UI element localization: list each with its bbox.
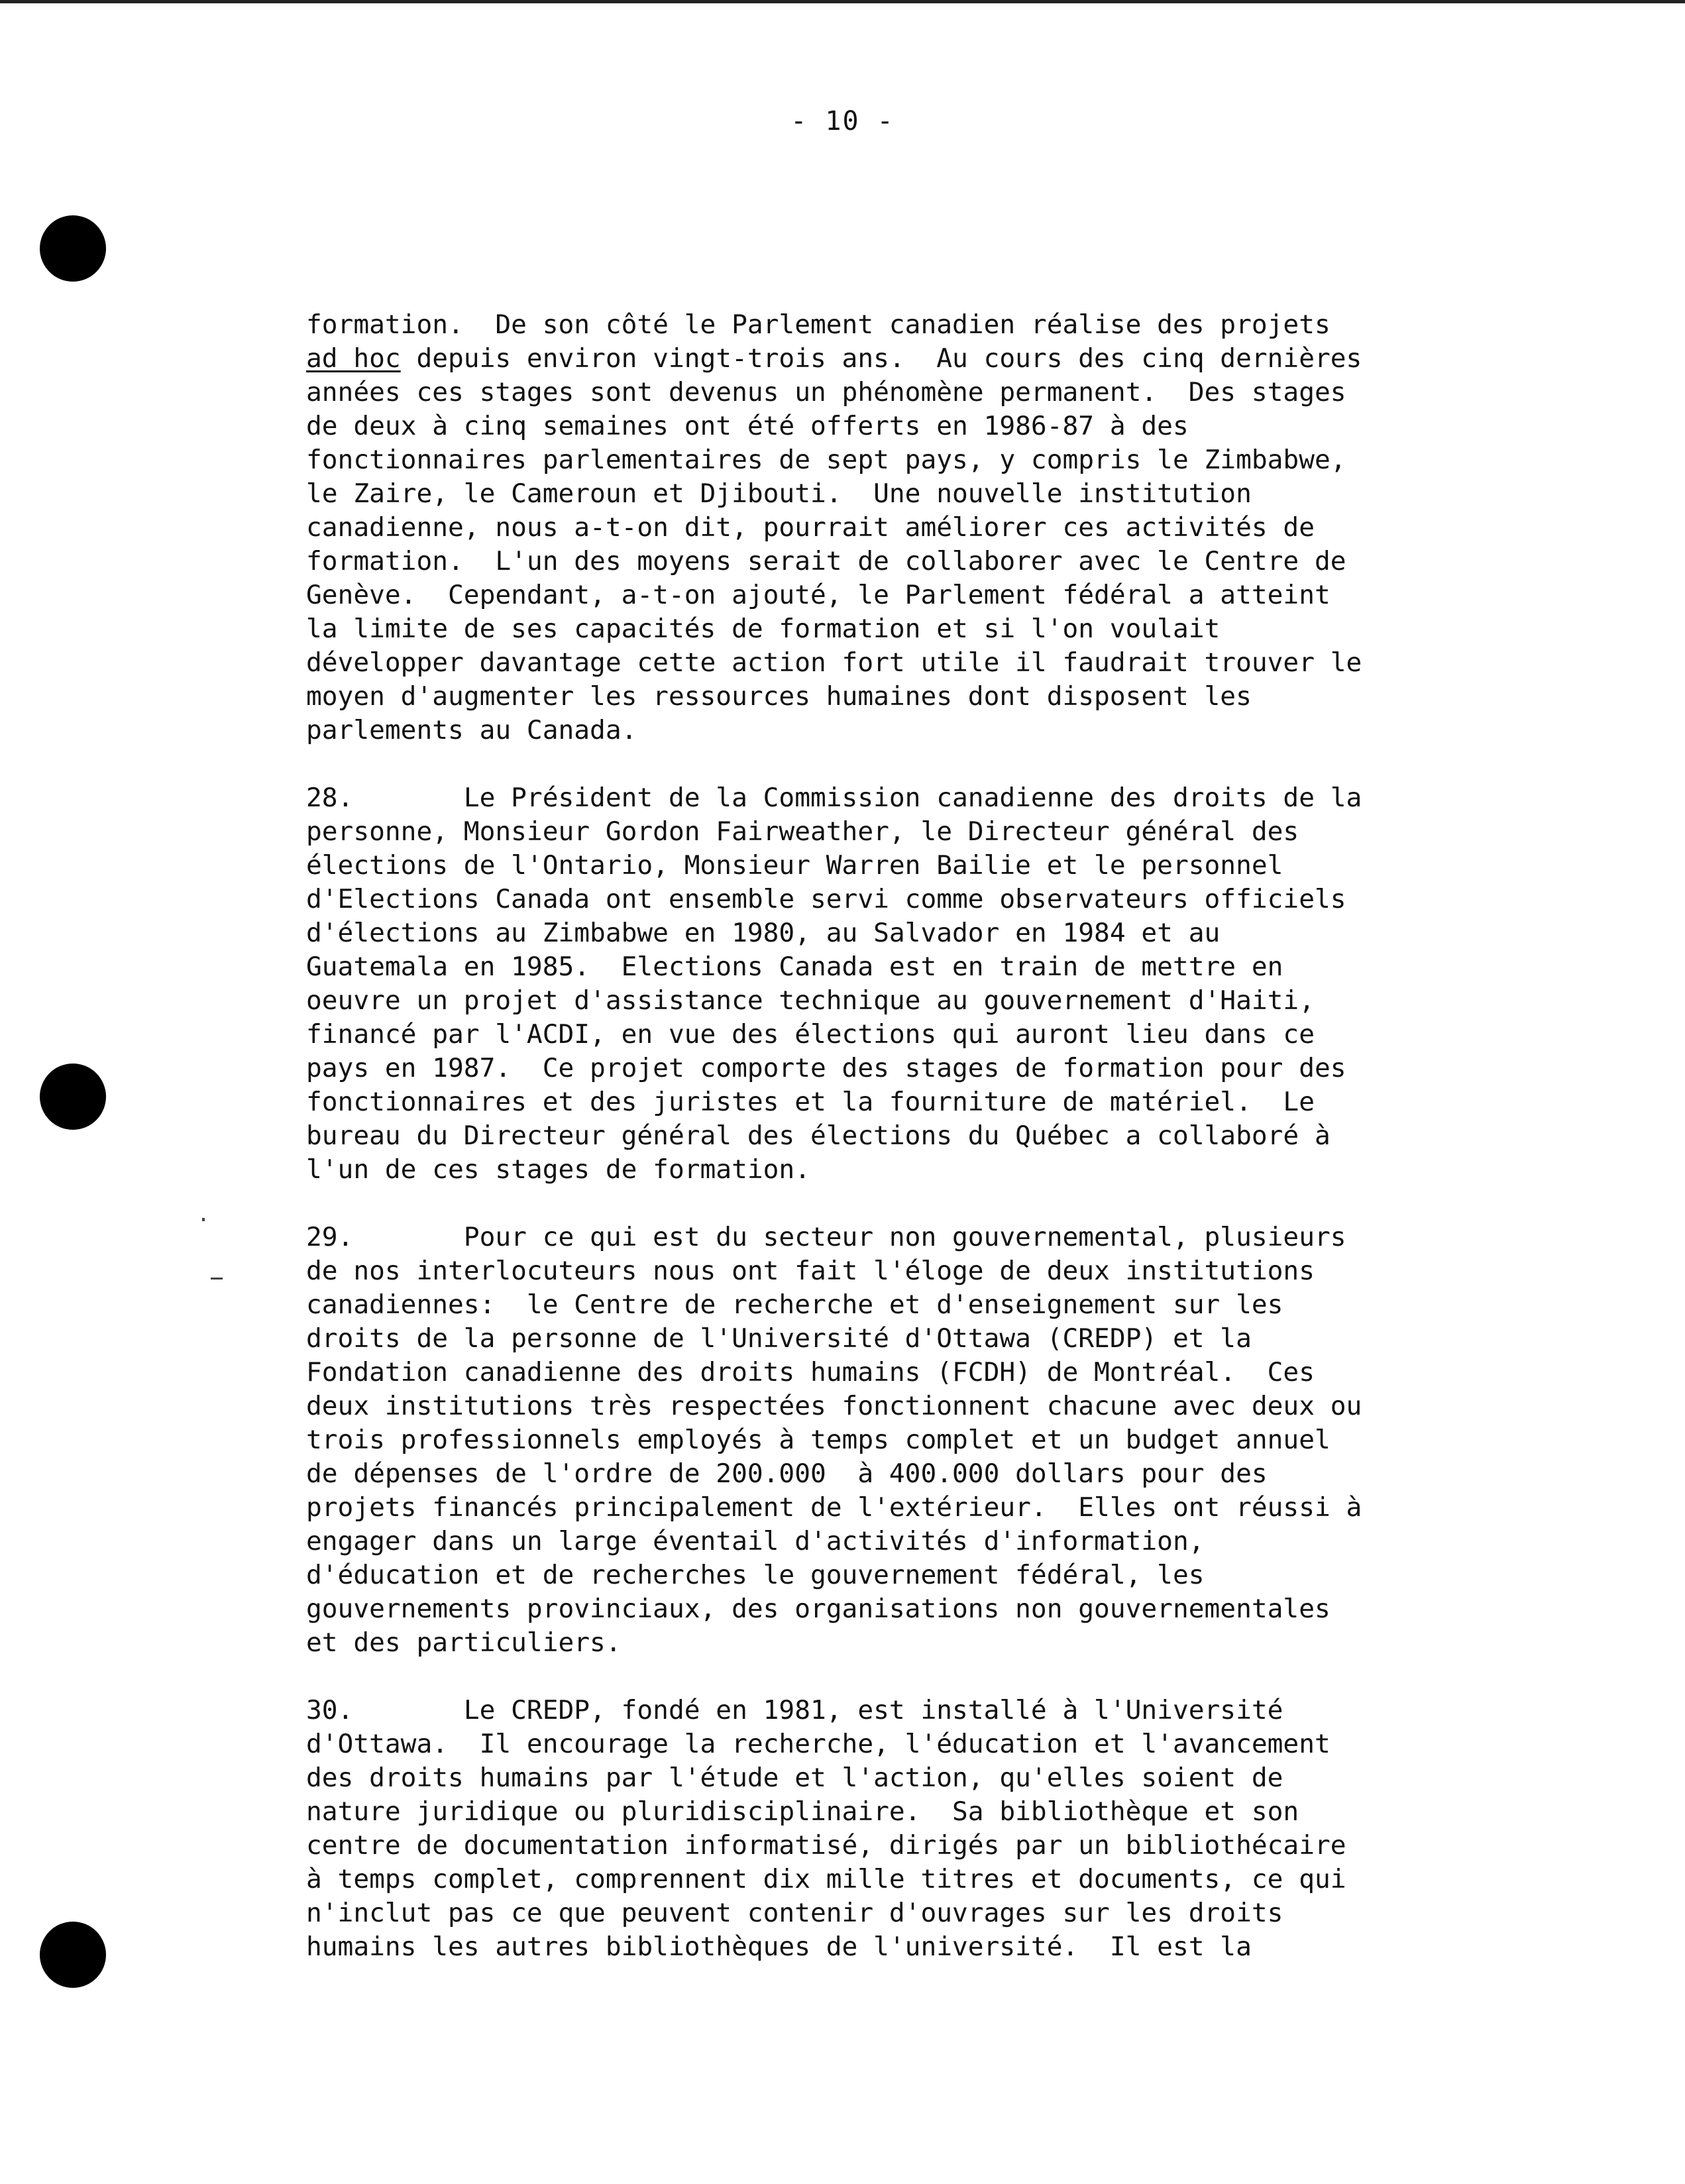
- text-line: développer davantage cette action fort utile il faudrait trouver le: [306, 647, 1362, 678]
- text-line: canadiennes: le Centre de recherche et d'enseignement sur les: [306, 1289, 1283, 1320]
- text-line: n'inclut pas ce que peuvent contenir d'ouvrages sur les droits: [306, 1898, 1283, 1928]
- text-line: engager dans un large éventail d'activités d'information,: [306, 1526, 1205, 1556]
- text-line: de deux à cinq semaines ont été offerts en 1986-87 à des: [306, 411, 1189, 441]
- text-line: des droits humains par l'étude et l'action, qu'elles soient de: [306, 1763, 1283, 1793]
- text-line: d'élections au Zimbabwe en 1980, au Salvador en 1984 et au: [306, 918, 1221, 948]
- text-line: [306, 342, 1433, 376]
- text-line: oeuvre un projet d'assistance technique au gouvernement d'Haiti,: [306, 985, 1315, 1016]
- paragraph-30: [306, 1694, 1433, 1964]
- text-line: de nos interlocuteurs nous ont fait l'éloge de deux institutions: [306, 1256, 1315, 1286]
- text-line-rest: Le Président de la Commission canadienne des droits de la: [463, 783, 1362, 813]
- text-line: financé par l'ACDI, en vue des élections qui auront lieu dans ce: [306, 1019, 1315, 1050]
- text-line: de dépenses de l'ordre de 200.000 à 400.000 dollars pour des: [306, 1458, 1268, 1489]
- punch-hole: [40, 1922, 106, 1988]
- text-line: projets financés principalement de l'extérieur. Elles ont réussi à: [306, 1492, 1362, 1523]
- text-line: d'Elections Canada ont ensemble servi comme observateurs officiels: [306, 884, 1346, 914]
- text-line: formation. De son côté le Parlement canadien réalise des projets: [306, 309, 1331, 340]
- text-line: pays en 1987. Ce projet comporte des stages de formation pour des: [306, 1053, 1346, 1083]
- paragraph-number: 30.: [306, 1695, 354, 1725]
- text-line: Guatemala en 1985. Elections Canada est en train de mettre en: [306, 952, 1283, 982]
- text-line: deux institutions très respectées fonctionnent chacune avec deux ou: [306, 1391, 1362, 1421]
- text-line: gouvernements provinciaux, des organisations non gouvernementales: [306, 1594, 1331, 1624]
- text-line: trois professionnels employés à temps complet et un budget annuel: [306, 1425, 1331, 1455]
- text-line: parlements au Canada.: [306, 715, 637, 745]
- text-line: années ces stages sont devenus un phénomène permanent. Des stages: [306, 377, 1346, 408]
- text-line: Genève. Cependant, a-t-on ajouté, le Parlement fédéral a atteint: [306, 580, 1331, 610]
- text-line: la limite de ses capacités de formation et si l'on voulait: [306, 614, 1221, 644]
- text-line-rest: Pour ce qui est du secteur non gouvernemental, plusieurs: [463, 1222, 1346, 1252]
- text-line: moyen d'augmenter les ressources humaines dont disposent les: [306, 681, 1252, 712]
- text-line: le Zaire, le Cameroun et Djibouti. Une nouvelle institution: [306, 478, 1252, 509]
- text-line-rest: depuis environ vingt-trois ans. Au cours des cinq dernières: [400, 343, 1362, 374]
- text-line: canadienne, nous a-t-on dit, pourrait améliorer ces activités de: [306, 512, 1315, 543]
- text-line: et des particuliers.: [306, 1627, 622, 1658]
- text-line: l'un de ces stages de formation.: [306, 1154, 810, 1185]
- document-body: [306, 308, 1433, 1998]
- text-line: élections de l'Ontario, Monsieur Warren Bailie et le personnel: [306, 850, 1283, 881]
- text-line: d'Ottawa. Il encourage la recherche, l'éducation et l'avancement: [306, 1729, 1331, 1759]
- text-line-rest: Le CREDP, fondé en 1981, est installé à l'Université: [463, 1695, 1283, 1725]
- text-line: Fondation canadienne des droits humains (FCDH) de Montréal. Ces: [306, 1357, 1315, 1388]
- text-line: centre de documentation informatisé, dirigés par un bibliothécaire: [306, 1830, 1346, 1861]
- text-line: [306, 781, 1433, 815]
- paragraph-number: 29.: [306, 1222, 354, 1252]
- paragraph-continuation: [306, 308, 1433, 747]
- text-line: humains les autres bibliothèques de l'université. Il est la: [306, 1932, 1252, 1962]
- text-line: personne, Monsieur Gordon Fairweather, le Directeur général des: [306, 816, 1299, 847]
- text-line: formation. L'un des moyens serait de collaborer avec le Centre de: [306, 546, 1346, 576]
- text-line: fonctionnaires parlementaires de sept pays, y compris le Zimbabwe,: [306, 445, 1346, 475]
- text-line: bureau du Directeur général des élections du Québec a collaboré à: [306, 1120, 1331, 1151]
- text-line: d'éducation et de recherches le gouvernement fédéral, les: [306, 1560, 1205, 1590]
- text-line: [306, 1221, 1433, 1254]
- text-line: droits de la personne de l'Université d'Ottawa (CREDP) et la: [306, 1323, 1252, 1354]
- scan-speck: [202, 1218, 205, 1221]
- top-edge-rule: [0, 0, 1685, 3]
- text-line: à temps complet, comprennent dix mille titres et documents, ce qui: [306, 1864, 1346, 1894]
- paragraph-28: [306, 781, 1433, 1187]
- paragraph-29: [306, 1221, 1433, 1660]
- scan-speck: [211, 1278, 223, 1280]
- text-line: nature juridique ou pluridisciplinaire. Sa bibliothèque et son: [306, 1796, 1299, 1827]
- punch-hole: [40, 1064, 106, 1130]
- punch-hole: [40, 215, 106, 282]
- paragraph-number: 28.: [306, 783, 354, 813]
- underlined-term: ad hoc: [306, 343, 401, 374]
- text-line: [306, 1694, 1433, 1727]
- page-number: - 10 -: [790, 106, 895, 136]
- text-line: fonctionnaires et des juristes et la fourniture de matériel. Le: [306, 1087, 1315, 1117]
